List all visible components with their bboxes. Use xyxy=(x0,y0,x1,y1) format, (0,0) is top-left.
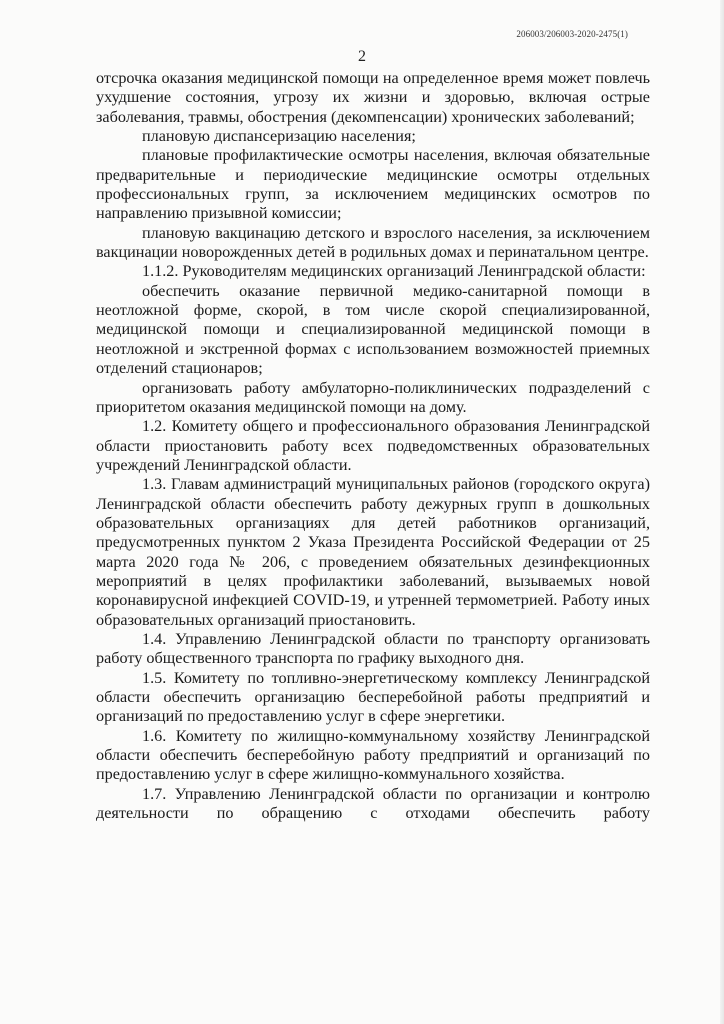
paragraph-outpatient: организовать работу амбулаторно-поликлинических подразделений с приоритетом оказания медицинской помощи на дому. xyxy=(96,378,650,416)
paragraph-1-5: 1.5. Комитету по топливно-энергетическому комплексу Ленинградской области обеспечить организацию бесперебойной работы предприятий и организаций по предоставлению услуг в сфере энергетики. xyxy=(96,668,650,726)
paragraph-1-2: 1.2. Комитету общего и профессионального образования Ленинградской области приостановить работу всех подведомственных образовательных учреждений Ленинградской области. xyxy=(96,417,650,474)
paragraph-dispanserization: плановую диспансеризацию населения; xyxy=(142,127,416,146)
document-id: 206003/206003-2020-2475(1) xyxy=(516,29,628,39)
paragraph-1-3: 1.3. Главам администраций муниципальных районов (городского округа) Ленинградской области обеспечить работу дежурных групп в дошкольных образовательных организациях для детей работников организаций, предусмотренных пунктом 2 Указа Президента Российской Федерации от 25 марта 2020 года № 206, с проведением обязательных дезинфекционных мероприятий в целях профилактики заболеваний, вызываемых новой коронавирусной инфекцией COVID-19, и утренней термометрией. Работу иных образовательных организаций приостановить. xyxy=(96,475,650,629)
paragraph-continuation: отсрочка оказания медицинской помощи на определенное время может повлечь ухудшение состояния, угрозу их жизни и здоровью, включая острые заболевания, травмы, обострения (декомпенсации) хронических заболеваний; xyxy=(96,69,650,126)
page-number: 2 xyxy=(358,48,366,65)
paragraph-preventive-exams: плановые профилактические осмотры населения, включая обязательные предварительные и периодические медицинские осмотры отдельных профессиональных групп, за исключением медицинских осмотров по направлению призывной комиссии; xyxy=(96,146,650,223)
paragraph-1-7: 1.7. Управлению Ленинградской области по организации и контролю деятельности по обращению с отходами обеспечить работу xyxy=(96,784,650,823)
paragraph-1-1-2: 1.1.2. Руководителям медицинских организаций Ленинградской области: xyxy=(142,262,646,281)
document-body xyxy=(96,69,650,823)
paragraph-primary-care: обеспечить оказание первичной медико-санитарной помощи в неотложной форме, скорой, в том числе скорой специализированной, медицинской помощи и специализированной медицинской помощи в неотложной и экстренной формах с использованием возможностей приемных отделений стационаров; xyxy=(96,281,650,378)
paragraph-1-4: 1.4. Управлению Ленинградской области по транспорту организовать работу общественного транспорта по графику выходного дня. xyxy=(96,629,650,668)
page-edge-shadow xyxy=(720,0,724,1024)
paragraph-vaccination: плановую вакцинацию детского и взрослого населения, за исключением вакцинации новорожденных детей в родильных домах и перинатальном центре. xyxy=(96,223,650,262)
paragraph-1-6: 1.6. Комитету по жилищно-коммунальному хозяйству Ленинградской области обеспечить бесперебойную работу предприятий и организаций по предоставлению услуг в сфере жилищно-коммунального хозяйства. xyxy=(96,726,650,784)
